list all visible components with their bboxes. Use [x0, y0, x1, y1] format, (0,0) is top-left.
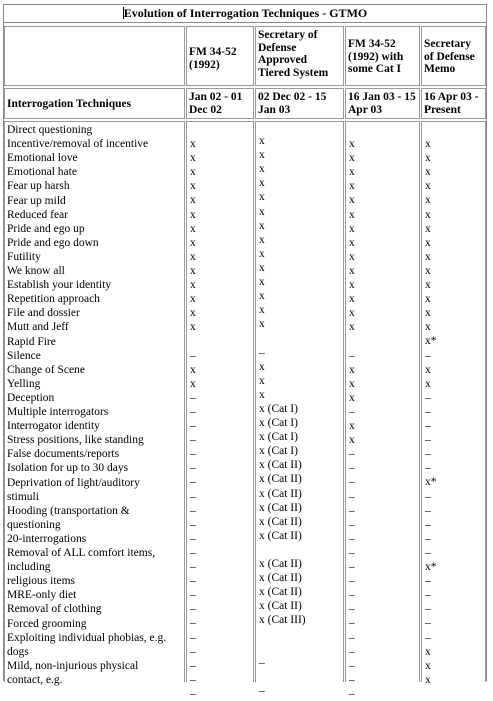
column-heading-secdef-tiered — [255, 26, 344, 86]
evolution-table — [3, 4, 487, 700]
period-text: 16 Jan 03 - 15 Apr 03 — [348, 91, 416, 116]
technique-label: Mutt and Jeff — [7, 321, 69, 334]
technique-mark: – — [349, 603, 355, 616]
technique-mark: x — [259, 149, 265, 162]
technique-mark: x (Cat II) — [259, 515, 302, 528]
technique-mark: x — [190, 208, 196, 221]
technique-mark: – — [349, 349, 355, 362]
technique-mark: – — [349, 561, 355, 573]
technique-mark: – — [349, 504, 355, 517]
technique-mark: x — [425, 645, 431, 658]
technique-mark: – — [425, 349, 431, 362]
technique-mark: x — [349, 138, 355, 150]
technique-mark: x — [425, 194, 431, 207]
column-heading-text: FM 34-52 (1992) with some Cat I — [348, 38, 404, 75]
technique-mark: – — [425, 532, 431, 545]
technique-mark: x — [259, 374, 265, 387]
technique-mark: – — [259, 346, 265, 359]
technique-mark: x — [349, 363, 355, 376]
technique-label: contact, e.g. — [7, 673, 63, 686]
column-heading-text: FM 34-52 (1992) — [189, 46, 237, 71]
technique-label: Yelling — [7, 377, 41, 390]
technique-mark: x — [349, 180, 355, 193]
technique-mark: – — [349, 673, 355, 686]
technique-mark: x — [190, 166, 196, 179]
technique-mark: x — [349, 293, 355, 306]
technique-mark: – — [190, 659, 196, 672]
period-cell — [345, 88, 420, 119]
technique-mark: x — [349, 420, 355, 432]
technique-mark: x — [349, 194, 355, 207]
period-text: 02 Dec 02 - 15 Jan 03 — [258, 91, 327, 116]
technique-mark: – — [425, 546, 431, 559]
technique-label: Removal of clothing — [7, 603, 102, 616]
technique-mark: – — [425, 631, 431, 644]
technique-label: Removal of ALL comfort items, — [7, 547, 156, 559]
technique-mark: – — [190, 532, 196, 545]
technique-mark: – — [425, 462, 431, 475]
technique-mark: – — [425, 589, 431, 602]
technique-mark: x — [349, 222, 355, 235]
technique-mark: x (Cat II) — [259, 586, 302, 599]
period-text: 16 Apr 03 - Present — [424, 91, 479, 116]
technique-mark: – — [349, 546, 355, 559]
technique-label: Deprivation of light/auditory — [7, 476, 140, 489]
technique-label: Fear up mild — [7, 194, 66, 207]
technique-mark: – — [190, 589, 196, 602]
column-heading-text: Secretary of Defense Memo — [424, 38, 475, 75]
technique-mark: x (Cat II) — [259, 600, 302, 613]
technique-mark: x — [190, 250, 196, 263]
technique-label: questioning — [7, 518, 61, 531]
technique-label: dogs — [7, 645, 29, 658]
technique-mark: – — [190, 448, 196, 461]
technique-mark: x — [190, 152, 196, 165]
technique-mark: x — [425, 138, 431, 150]
technique-mark: x — [425, 293, 431, 306]
technique-label: Repetition approach — [7, 293, 100, 306]
technique-mark: x (Cat III) — [259, 614, 306, 627]
technique-mark: – — [425, 603, 431, 616]
technique-mark: x — [190, 264, 196, 277]
technique-mark: – — [349, 476, 355, 489]
technique-mark: – — [190, 434, 196, 447]
technique-mark: x (Cat II) — [259, 487, 302, 500]
technique-label: False documents/reports — [7, 448, 120, 461]
technique-mark: x — [259, 163, 265, 176]
technique-label: Exploiting individual phobias, e.g. — [7, 631, 167, 644]
technique-mark: x — [425, 264, 431, 277]
technique-mark: x — [259, 233, 265, 246]
technique-mark: – — [190, 673, 196, 686]
technique-label: Rapid Fire — [7, 335, 56, 348]
technique-mark: – — [425, 617, 431, 630]
technique-mark: x — [259, 261, 265, 274]
technique-mark: x — [259, 290, 265, 303]
technique-mark: x — [190, 138, 196, 150]
technique-mark: – — [425, 448, 431, 461]
fm3452-cat1-column — [345, 121, 420, 700]
technique-mark: – — [425, 434, 431, 447]
technique-mark: – — [349, 687, 355, 700]
technique-mark: – — [190, 645, 196, 658]
technique-label: Pride and ego down — [7, 236, 99, 249]
technique-label: including — [7, 561, 51, 574]
technique-mark: x — [190, 194, 196, 207]
technique-mark: x — [190, 222, 196, 235]
technique-mark: x (Cat I) — [259, 417, 298, 429]
technique-label: Emotional hate — [7, 166, 77, 179]
technique-mark: – — [425, 405, 431, 418]
technique-mark: x (Cat II) — [259, 558, 302, 570]
technique-mark: – — [190, 462, 196, 475]
technique-mark: x — [425, 152, 431, 165]
technique-label: Stress positions, like standing — [7, 434, 144, 447]
technique-label: stimuli — [7, 490, 39, 503]
technique-mark: x — [349, 377, 355, 390]
technique-mark: x — [190, 236, 196, 249]
technique-label: We know all — [7, 265, 65, 277]
technique-label: Isolation for up to 30 days — [7, 462, 129, 475]
technique-mark: – — [190, 490, 196, 503]
technique-label: 20-interrogations — [7, 532, 87, 545]
technique-label: File and dossier — [7, 307, 80, 320]
technique-mark: x — [425, 166, 431, 179]
technique-mark: x (Cat II) — [259, 572, 302, 585]
technique-label: Silence — [7, 349, 41, 362]
technique-mark: – — [190, 391, 196, 404]
technique-mark: x — [425, 377, 431, 390]
technique-mark: – — [349, 448, 355, 461]
technique-mark: x — [259, 191, 265, 204]
period-cell — [421, 88, 486, 119]
technique-mark: x — [190, 279, 196, 291]
technique-label: Futility — [7, 250, 41, 263]
technique-mark: – — [259, 656, 265, 669]
technique-mark: – — [190, 476, 196, 489]
technique-label: Hooding (transportation & — [7, 504, 130, 517]
technique-mark: – — [190, 561, 196, 573]
technique-mark: x — [349, 236, 355, 249]
period-text: Jan 02 - 01 Dec 02 — [189, 91, 243, 116]
technique-mark: x (Cat I) — [259, 445, 298, 458]
technique-mark: – — [349, 659, 355, 672]
technique-mark: x* — [425, 476, 437, 489]
technique-mark: x — [259, 276, 265, 288]
technique-label: Pride and ego up — [7, 222, 85, 235]
technique-mark: x — [425, 321, 431, 334]
technique-mark: x — [259, 318, 265, 331]
technique-mark: – — [190, 575, 196, 588]
technique-mark: – — [425, 420, 431, 432]
technique-mark: – — [190, 420, 196, 432]
secdef-memo-column — [421, 121, 486, 686]
technique-label: religious items — [7, 575, 76, 588]
technique-mark: – — [190, 617, 196, 630]
technique-mark: x — [425, 222, 431, 235]
technique-mark: x — [349, 279, 355, 291]
technique-mark: x — [190, 321, 196, 334]
technique-mark: – — [425, 518, 431, 531]
technique-label: Incentive/removal of incentive — [7, 138, 149, 151]
technique-mark: x — [425, 250, 431, 263]
technique-mark: – — [425, 391, 431, 404]
technique-mark: – — [349, 518, 355, 531]
technique-mark: – — [349, 405, 355, 418]
technique-mark: – — [349, 631, 355, 644]
technique-mark: – — [190, 349, 196, 362]
header-empty-cell — [4, 26, 185, 86]
technique-mark: – — [349, 490, 355, 503]
technique-mark: x — [425, 673, 431, 686]
technique-mark: – — [349, 575, 355, 588]
technique-label: Direct questioning — [7, 124, 93, 136]
column-heading-secdef-memo — [421, 26, 486, 86]
title-text: Evolution of Interrogation Techniques - GTMO — [123, 6, 368, 20]
technique-label: Fear up harsh — [7, 180, 70, 193]
technique-mark: x* — [425, 335, 437, 348]
technique-mark: x — [425, 208, 431, 221]
technique-mark: x — [349, 307, 355, 320]
technique-mark: x (Cat II) — [259, 459, 302, 472]
technique-mark: x — [425, 236, 431, 249]
technique-mark: – — [190, 546, 196, 559]
technique-mark: x — [259, 388, 265, 401]
technique-label: Change of Scene — [7, 363, 85, 376]
technique-label: MRE-only diet — [7, 589, 77, 602]
technique-mark: x — [349, 321, 355, 334]
secdef-tiered-column — [255, 121, 344, 697]
technique-mark: x (Cat II) — [259, 501, 302, 514]
technique-mark: x — [190, 180, 196, 193]
technique-mark: – — [425, 490, 431, 503]
technique-mark: – — [425, 504, 431, 517]
technique-mark: x — [349, 434, 355, 447]
technique-mark: – — [190, 504, 196, 517]
technique-mark: x — [190, 307, 196, 320]
technique-mark: – — [190, 687, 196, 700]
technique-mark: x — [349, 166, 355, 179]
technique-label: Mild, non-injurious physical — [7, 659, 139, 672]
technique-mark: x (Cat II) — [259, 529, 302, 542]
technique-mark: x — [425, 180, 431, 193]
technique-mark: x — [259, 135, 265, 147]
technique-label: Interrogator identity — [7, 420, 100, 433]
technique-mark: x — [259, 177, 265, 190]
technique-mark: x — [349, 208, 355, 221]
fm3452-column — [186, 121, 254, 700]
technique-mark: x (Cat I) — [259, 431, 298, 444]
technique-mark: x — [259, 247, 265, 260]
technique-mark: x — [259, 219, 265, 232]
technique-label: Deception — [7, 391, 55, 404]
technique-mark: x — [190, 293, 196, 306]
technique-column-heading — [4, 88, 185, 119]
technique-mark: x — [349, 250, 355, 263]
technique-label: Reduced fear — [7, 208, 68, 221]
period-cell — [186, 88, 254, 119]
technique-mark: x* — [425, 561, 437, 573]
technique-mark: x — [259, 304, 265, 317]
technique-label: Establish your identity — [7, 279, 112, 292]
technique-mark: x — [259, 360, 265, 373]
technique-mark: – — [190, 518, 196, 531]
technique-mark: – — [190, 405, 196, 418]
technique-mark: x — [349, 152, 355, 165]
table-title — [4, 5, 486, 23]
period-cell — [255, 88, 344, 119]
technique-mark: – — [425, 575, 431, 588]
technique-mark: – — [349, 462, 355, 475]
technique-mark: x — [425, 307, 431, 320]
technique-label: Forced grooming — [7, 617, 87, 630]
technique-mark: x — [425, 659, 431, 672]
technique-mark: – — [349, 617, 355, 630]
technique-mark: x — [259, 205, 265, 218]
column-heading-text: Secretary of Defense Approved Tiered System — [258, 29, 329, 79]
technique-mark: – — [190, 603, 196, 616]
technique-mark: x — [190, 377, 196, 390]
technique-mark: – — [349, 645, 355, 658]
technique-mark: x — [349, 391, 355, 404]
technique-label: Multiple interrogators — [7, 406, 109, 418]
column-heading-fm3452-cat1 — [345, 26, 420, 86]
technique-label: Emotional love — [7, 152, 78, 165]
technique-heading-text: Interrogation Techniques — [7, 98, 132, 110]
technique-mark: x — [190, 363, 196, 376]
technique-mark: x — [425, 363, 431, 376]
technique-mark: x (Cat II) — [259, 473, 302, 486]
technique-mark: x (Cat I) — [259, 402, 298, 415]
techniques-column — [4, 121, 185, 686]
technique-mark: x — [425, 279, 431, 291]
technique-mark: x — [349, 264, 355, 277]
column-heading-fm3452 — [186, 26, 254, 86]
technique-mark: – — [190, 631, 196, 644]
technique-mark: – — [349, 589, 355, 602]
technique-mark: – — [349, 532, 355, 545]
technique-mark: – — [259, 684, 265, 697]
